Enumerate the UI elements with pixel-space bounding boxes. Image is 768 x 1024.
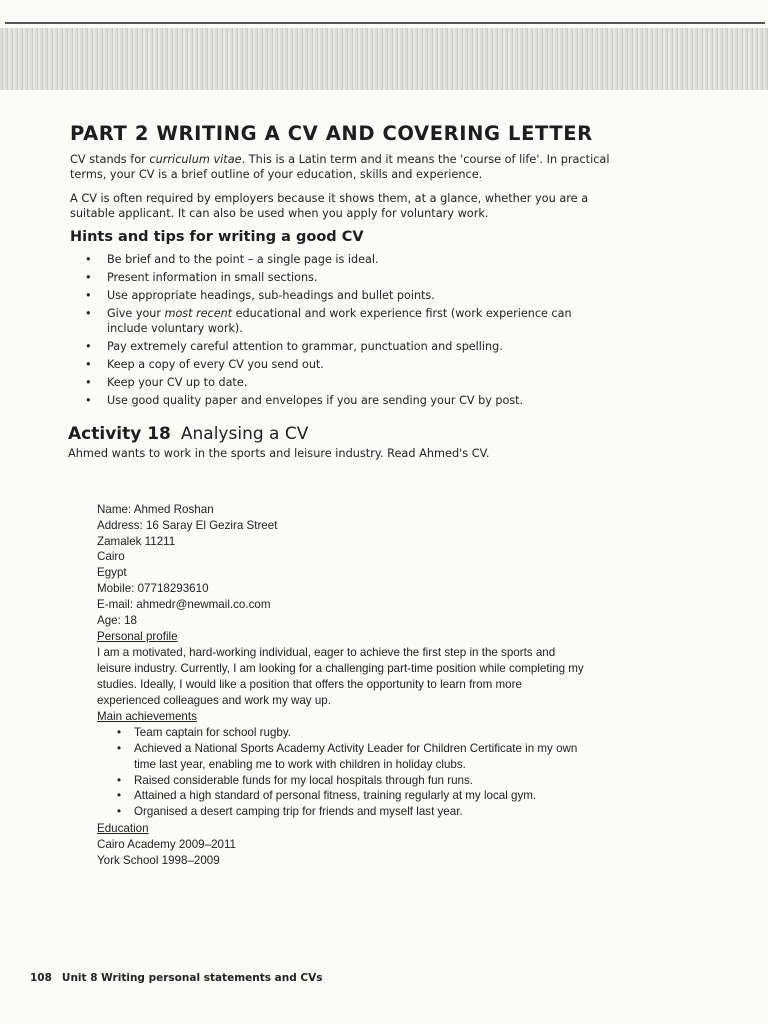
cv-mobile: Mobile: 07718293610 xyxy=(97,581,209,595)
hints-list xyxy=(85,252,605,411)
hint-item: • Keep a copy of every CV you send out. xyxy=(85,357,605,372)
cv-profile-heading: Personal profile xyxy=(97,630,178,644)
cv-email: E-mail: ahmedr@newmail.co.com xyxy=(97,597,271,611)
activity-subtitle: Analysing a CV xyxy=(180,424,309,444)
unit-title: Unit 8 Writing personal statements and CVs xyxy=(61,972,323,984)
page-title: PART 2 WRITING A CV AND COVERING LETTER xyxy=(70,122,593,145)
cv-name: Name: Ahmed Roshan xyxy=(97,503,214,516)
achievement-item: • Organised a desert camping trip for friends and myself last year. xyxy=(117,804,587,820)
intro-section xyxy=(70,152,630,230)
cv-document xyxy=(97,502,587,868)
intro-paragraph-1: CV stands for curriculum vitae. This is a Latin term and it means the 'course of life'. In practical terms, your CV is a brief outline of your education, skills and experience. xyxy=(70,153,610,181)
achievement-item: • Team captain for school rugby. xyxy=(117,725,587,741)
cv-address-line: Zamalek 11211 xyxy=(97,534,176,548)
page-footer xyxy=(30,972,322,984)
intro-italic-term: curriculum vitae xyxy=(149,153,242,166)
hint-item: • Give your most recent educational and work experience first (work experience can include voluntary work). xyxy=(85,306,605,336)
achievement-item: • Raised considerable funds for my local hospitals through fun runs. xyxy=(117,773,587,789)
cv-achievements-list xyxy=(97,725,587,820)
cv-age: Age: 18 xyxy=(97,613,137,627)
activity-number: Activity 18 xyxy=(68,424,171,444)
header-rule xyxy=(5,22,765,24)
activity-heading xyxy=(68,424,308,444)
cv-address-line: Egypt xyxy=(97,566,127,580)
achievement-item: • Attained a high standard of personal fitness, training regularly at my local gym. xyxy=(117,788,587,804)
hint-item: • Present information in small sections. xyxy=(85,270,605,285)
intro-paragraph-2: A CV is often required by employers because it shows them, at a glance, whether you are a suitable applicant. It can also be used when you apply for voluntary work. xyxy=(70,192,589,220)
page-number: 108 xyxy=(30,972,52,984)
hints-heading: Hints and tips for writing a good CV xyxy=(70,229,364,245)
cv-address-line: Address: 16 Saray El Gezira Street xyxy=(97,518,278,532)
hint-item: • Pay extremely careful attention to grammar, punctuation and spelling. xyxy=(85,339,605,354)
hint-item: • Be brief and to the point – a single page is ideal. xyxy=(85,252,605,267)
hint-item: • Use good quality paper and envelopes if you are sending your CV by post. xyxy=(85,393,605,408)
cv-achievements-heading: Main achievements xyxy=(97,710,197,724)
cv-education-item: Cairo Academy 2009–2011 xyxy=(97,837,237,851)
cv-profile-text: I am a motivated, hard-working individual, eager to achieve the first step in the sports and leisure industry. Currently, I am looking for a challenging part-time position while completing my studies. Ideally, I would like a position that offers the opportunity to learn from more experienced colleagues and work my way up. xyxy=(97,646,584,707)
achievement-item: • Achieved a National Sports Academy Activity Leader for Children Certificate in my own time last year, enabling me to work with children in holiday clubs. xyxy=(117,741,587,773)
activity-description: Ahmed wants to work in the sports and leisure industry. Read Ahmed's CV. xyxy=(68,447,490,460)
cv-education-item: York School 1998–2009 xyxy=(97,853,220,867)
cv-education-heading: Education xyxy=(97,821,149,835)
hint-item: • Use appropriate headings, sub-headings and bullet points. xyxy=(85,288,605,303)
hint-item: • Keep your CV up to date. xyxy=(85,375,605,390)
header-texture-band xyxy=(0,28,768,90)
cv-address-line: Cairo xyxy=(97,550,125,564)
